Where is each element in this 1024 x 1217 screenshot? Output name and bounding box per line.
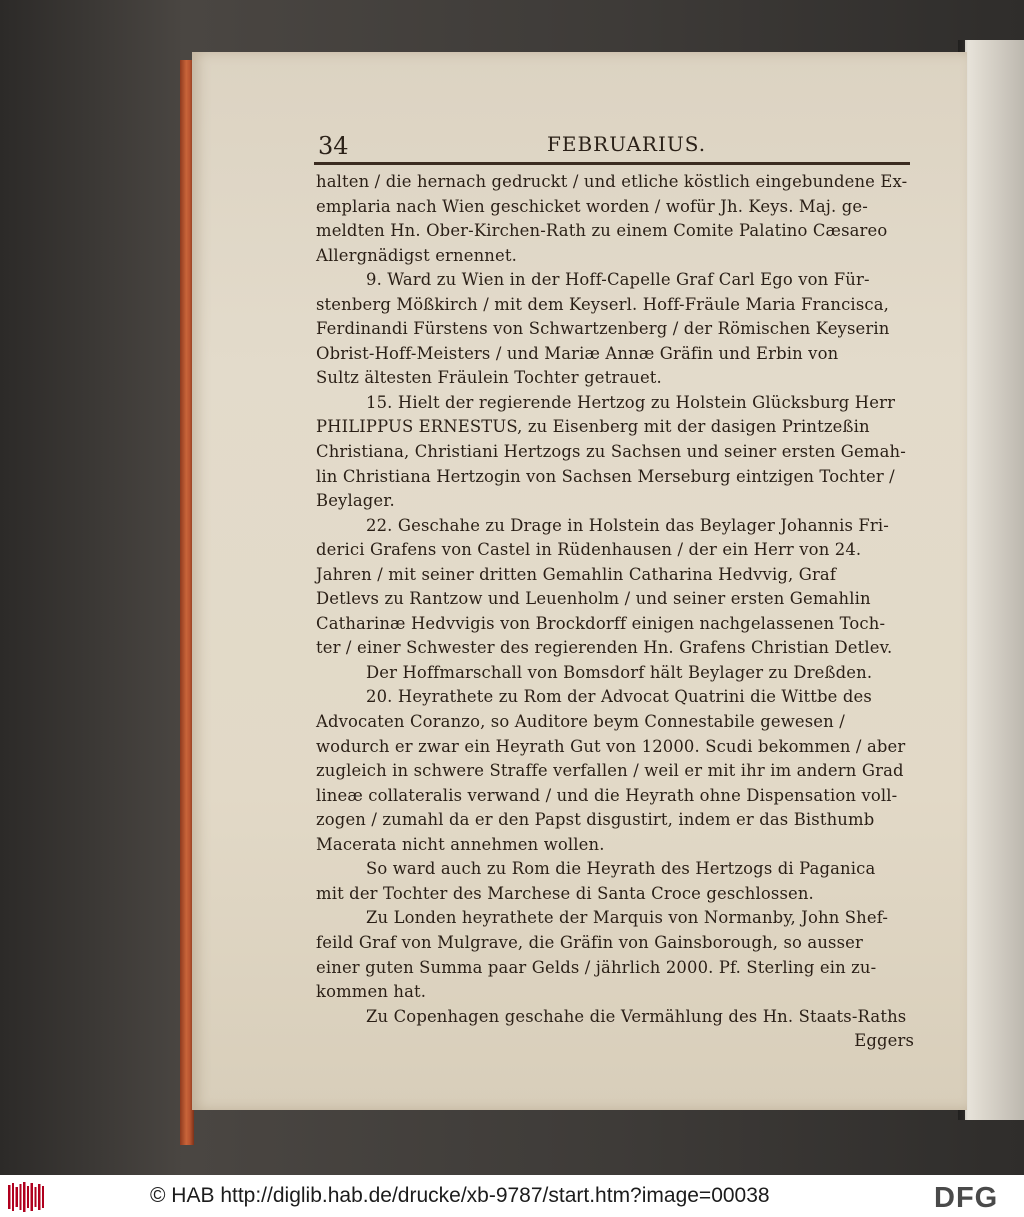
text-line: lin Christiana Hertzogin von Sachsen Merseburg eintzigen Tochter / bbox=[316, 466, 895, 486]
text-line: Zu Copenhagen geschahe die Vermählung des Hn. Staats-Raths bbox=[366, 1006, 907, 1026]
text-line: Christiana, Christiani Hertzogs zu Sachsen und seiner ersten Gemah- bbox=[316, 442, 906, 462]
text-line: Zu Londen heyrathete der Marquis von Normanby, John Shef- bbox=[366, 908, 889, 928]
ghost-stamp bbox=[328, 958, 418, 976]
text-line: 9. Ward zu Wien in der Hoff-Capelle Graf Carl Ego von Für- bbox=[366, 270, 870, 290]
text-line: 15. Hielt der regierende Hertzog zu Holstein Glücksburg Herr bbox=[366, 392, 896, 412]
text-line: Catharinæ Hedvvigis von Brockdorff einigen nachgelassenen Toch- bbox=[316, 613, 886, 633]
text-line: halten / die hernach gedruckt / und etliche köstlich eingebundene Ex- bbox=[316, 172, 908, 191]
text-line: 22. Geschahe zu Drage in Holstein das Beylager Johannis Fri- bbox=[366, 515, 889, 535]
text-line: 20. Heyrathete zu Rom der Advocat Quatrini die Wittbe des bbox=[366, 687, 872, 707]
text-line: Allergnädigst ernennet. bbox=[316, 245, 517, 265]
text-line: feild Graf von Mulgrave, die Gräfin von Gainsborough, so ausser bbox=[316, 932, 863, 952]
text-line: Beylager. bbox=[316, 491, 395, 511]
page-text bbox=[316, 170, 916, 1054]
text-line: zogen / zumahl da er den Papst disgustirt, indem er das Bisthumb bbox=[316, 810, 875, 830]
text-line: Sultz ältesten Fräulein Tochter getrauet. bbox=[316, 368, 662, 388]
text-line: Jahren / mit seiner dritten Gemahlin Catharina Hedvvig, Graf bbox=[316, 564, 837, 584]
text-line: emplaria nach Wien geschicket worden / wofür Jh. Keys. Maj. ge- bbox=[316, 196, 868, 216]
text-line: Ferdinandi Fürstens von Schwartzenberg / der Römischen Keyserin bbox=[316, 319, 890, 339]
dfg-logo: DFG bbox=[934, 1182, 999, 1214]
header-rule bbox=[314, 162, 910, 165]
page-number: 34 bbox=[318, 132, 349, 160]
text-line: derici Grafens von Castel in Rüdenhausen / der ein Herr von 24. bbox=[316, 540, 862, 560]
text-line: ter / einer Schwester des regierenden Hn. Grafens Christian Detlev. bbox=[316, 638, 893, 658]
text-line: stenberg Mößkirch / mit dem Keyserl. Hoff-Fräule Maria Francisca, bbox=[316, 294, 890, 314]
text-line: Advocaten Coranzo, so Auditore beym Connestabile gewesen / bbox=[316, 712, 845, 732]
hab-logo-icon bbox=[7, 1181, 47, 1213]
text-line: Macerata nicht annehmen wollen. bbox=[316, 834, 605, 854]
facing-page-edge bbox=[965, 40, 1024, 1120]
running-head: FEBRUARIUS. bbox=[547, 132, 707, 156]
text-line: kommen hat. bbox=[316, 982, 427, 1002]
text-line: Der Hoffmarschall von Bomsdorf hält Beylager zu Dreßden. bbox=[366, 662, 873, 682]
text-line: PHILIPPUS ERNESTUS, zu Eisenberg mit der dasigen Printzeßin bbox=[316, 417, 870, 437]
text-line: zugleich in schwere Straffe verfallen / weil er mit ihr im andern Grad bbox=[316, 761, 904, 781]
text-line: mit der Tochter des Marchese di Santa Croce geschlossen. bbox=[316, 883, 814, 903]
text-line: einer guten Summa paar Gelds / jährlich 2000. Pf. Sterling ein zu- bbox=[316, 957, 877, 977]
text-line: wodurch er zwar ein Heyrath Gut von 12000. Scudi bekommen / aber bbox=[316, 736, 906, 756]
text-line: meldten Hn. Ober-Kirchen-Rath zu einem Comite Palatino Cæsareo bbox=[316, 221, 888, 241]
text-line: Obrist-Hoff-Meisters / und Mariæ Annæ Gräfin und Erbin von bbox=[316, 343, 839, 363]
copyright-link[interactable]: © HAB http://diglib.hab.de/drucke/xb-9787/start.htm?image=00038 bbox=[150, 1184, 770, 1207]
text-line: Detlevs zu Rantzow und Leuenholm / und seiner ersten Gemahlin bbox=[316, 589, 871, 609]
text-line: So ward auch zu Rom die Heyrath des Hertzogs di Paganica bbox=[366, 859, 876, 879]
catchword: Eggers bbox=[854, 1031, 914, 1051]
text-line: lineæ collateralis verwand / und die Heyrath ohne Dispensation voll- bbox=[316, 785, 898, 805]
